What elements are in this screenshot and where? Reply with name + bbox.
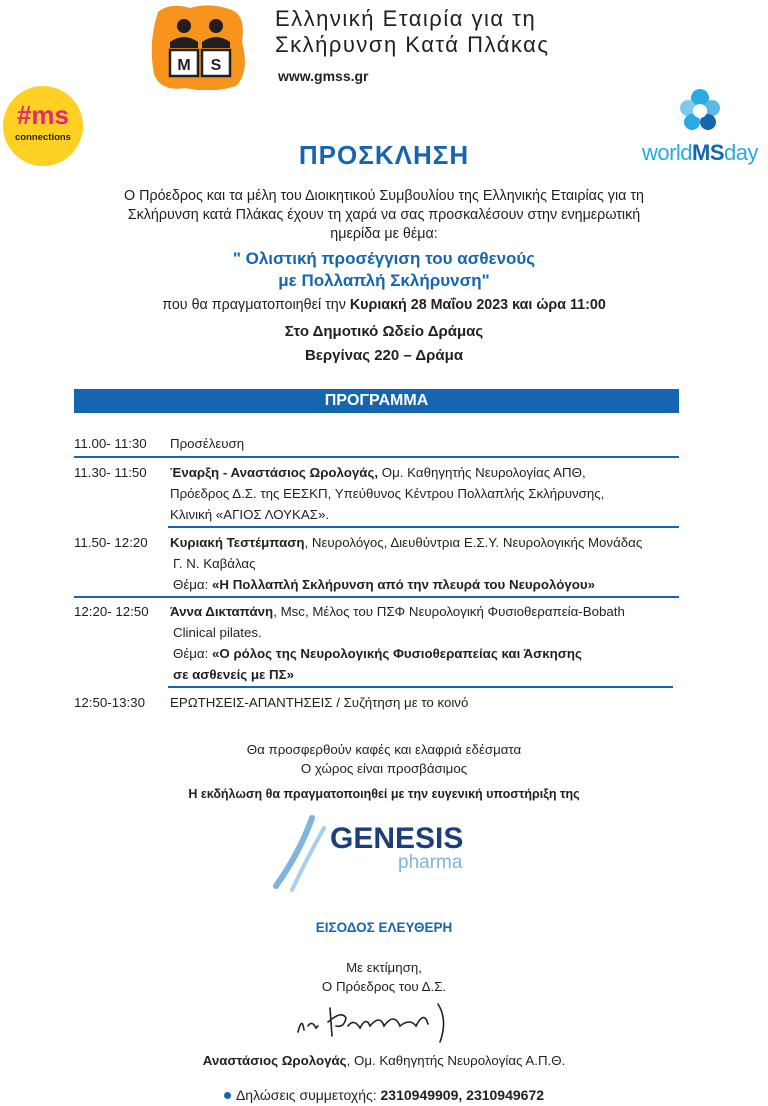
closing-regards: Με εκτίμηση, Ο Πρόεδρος του Δ.Σ. — [321, 960, 447, 994]
free-entry-notice: ΕΙΣΟΔΟΣ ΕΛΕΥΘΕΡΗ — [315, 920, 453, 935]
svg-text:S: S — [210, 57, 222, 74]
bullet-icon — [224, 1092, 231, 1099]
program-details: Κυριακή Τεστέμπαση, Νευρολόγος, Διευθύντρια Ε.Σ.Υ. Νευρολογικής Μονάδας Γ. Ν. Καβάλας Θέμα: «Η Πολλαπλή Σκλήρυνση από την πλευρά του Νευρολόγου» — [170, 535, 643, 592]
program-time: 12:50-13:30 — [74, 695, 145, 710]
svg-text:connections: connections — [15, 132, 71, 143]
program-time: 11.50- 12:20 — [74, 535, 148, 550]
program-time: 12:20- 12:50 — [74, 604, 149, 619]
world-ms-day-flower-icon — [632, 84, 768, 140]
gmss-logo — [150, 2, 250, 90]
program-time: 11.00- 11:30 — [74, 436, 147, 451]
program-time: 11.30- 11:50 — [74, 465, 147, 480]
program-details: Έναρξη - Αναστάσιος Ωρολογάς, Ομ. Καθηγητής Νευρολογίας ΑΠΘ, Πρόεδρος Δ.Σ. της ΕΕΣΚΠ, Υπεύθυνος Κέντρου Πολλαπλής Σκλήρυνσης, Κλινική «ΑΓΙΟΣ ΛΟΥΚΑΣ». — [170, 465, 605, 522]
event-venue: Στο Δημοτικό Ωδείο Δράμας Βεργίνας 220 – Δράμα — [284, 323, 484, 364]
signer: Αναστάσιος Ωρολογάς, Ομ. Καθηγητής Νευρολογίας Α.Π.Θ. — [202, 1053, 566, 1068]
org-url[interactable]: www.gmss.gr — [278, 68, 369, 84]
page-title: ΠΡΟΣΚΛΗΣΗ — [298, 140, 470, 170]
event-datetime: που θα πραγματοποιηθεί την Κυριακή 28 Μαΐου 2023 και ώρα 11:00 — [162, 297, 606, 313]
divider — [74, 456, 679, 458]
phone-numbers[interactable]: 2310949909, 2310949672 — [380, 1087, 545, 1103]
genesis-pharma-logo — [270, 812, 470, 892]
org-name: Ελληνική Εταιρία για τη Σκλήρυνση Κατά Πλάκας — [275, 6, 550, 57]
program-details: Άννα Δικταπάνη, Msc, Μέλος του ΠΣΦ Νευρολογική Φυσιοθεραπεία-Bobath Clinical pilates. Θέμα: «Ο ρόλος της Νευρολογικής Φυσιοθεραπείας και Άσκησης σε ασθενείς με ΠΣ» — [170, 604, 625, 682]
divider — [168, 686, 673, 688]
program-header: ΠΡΟΓΡΑΜΜΑ — [74, 389, 679, 413]
divider — [74, 596, 679, 598]
event-topic: " Ολιστική προσέγγιση του ασθενούς με Πολλαπλή Σκλήρυνση" — [232, 249, 536, 290]
divider — [168, 526, 679, 528]
world-ms-day-text: worldMSday — [641, 140, 759, 165]
svg-text:pharma: pharma — [398, 852, 463, 873]
svg-text:#ms: #ms — [16, 100, 70, 130]
svg-text:M: M — [177, 57, 191, 74]
svg-text:GENESIS: GENESIS — [330, 822, 464, 855]
signature — [290, 996, 465, 1046]
invitation-text: Ο Πρόεδρος και τα μέλη του Διοικητικού Συμβουλίου της Ελληνικής Εταιρίας για τη Σκλήρυνση κατά Πλάκας έχουν τη χαρά να σας προσκαλέσουν στην ενημερωτική ημερίδα με θέμα: — [124, 188, 644, 242]
refreshments-note: Θα προσφερθούν καφές και ελαφριά εδέσματα Ο χώρος είναι προσβάσιμος — [246, 742, 522, 776]
program-details: ΕΡΩΤΗΣΕΙΣ-ΑΠΑΝΤΗΣΕΙΣ / Συζήτηση με το κοινό — [170, 695, 469, 710]
registration-contact: Δηλώσεις συμμετοχής: 2310949909, 2310949672 — [0, 1087, 768, 1103]
sponsor-note: Η εκδήλωση θα πραγματοποιηθεί με την ευγενική υποστήριξη της — [188, 787, 580, 801]
program-details: Προσέλευση — [170, 436, 245, 451]
